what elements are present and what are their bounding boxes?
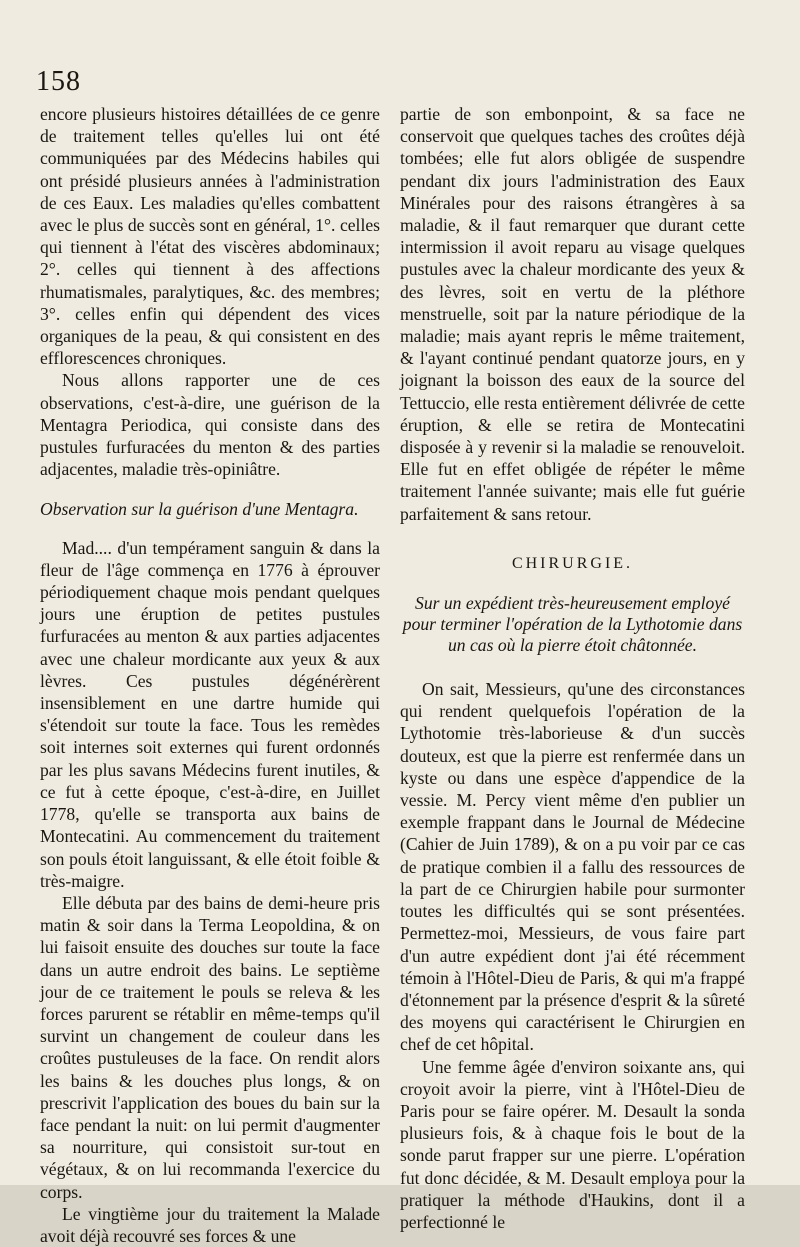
- left-column: [40, 103, 380, 1247]
- section-title: CHIRURGIE.: [511, 554, 634, 572]
- paragraph: Nous allons rapporter une de ces observations, c'est-à-dire, une guérison de la Mentagra Periodica, qui consiste dans des pustules furfuracées du menton & des parties adjacentes, maladie très-opiniâtre.: [40, 370, 380, 480]
- section-subtitle: Sur un expédient très-heureusement employé pour terminer l'opération de la Lythotomie dans un cas où la pierre étoit châtonnée.: [402, 593, 743, 656]
- paragraph: partie de son embonpoint, & sa face ne conservoit que quelques taches des croûtes déjà tombées; elle fut alors obligée de suspendre pendant dix jours l'administration des Eaux Minérales pour des raisons étrangères à sa maladie, & il faut remarquer que durant cette intermission il avoit reparu au visage quelques pustules avec la chaleur mordicante des yeux & des lèvres, soit en vertu de la pléthore menstruelle, soit par la nature périodique de la maladie; mais ayant repris le même traitement, & l'ayant continué pendant quatorze jours, en y joignant la boisson des eaux de la source del Tettuccio, elle resta entièrement délivrée de cette éruption, & elle se retira de Montecatini disposée à y revenir si la maladie se renouveloit. Elle fut en effet obligée de répéter le même traitement l'année suivante; mais elle fut guérie parfaitement & sans retour.: [400, 104, 745, 524]
- paragraph: encore plusieurs histoires détaillées de ce genre de traitement telles qu'elles lui ont été communiquées par des Médecins habiles qui ont présidé plusieurs années à l'administration de ces Eaux. Les maladies qu'elles combattent avec le plus de succès sont en général, 1°. celles qui tiennent à l'état des viscères abdominaux; 2°. celles qui tiennent à des affections rhumatismales, paralytiques, &c. des membres; 3°. celles enfin qui dépendent des vices organiques de la peau, & qui consistent en des efflorescences chroniques.: [40, 104, 380, 369]
- right-column: [400, 103, 745, 1233]
- paragraph: Mad.... d'un tempérament sanguin & dans la fleur de l'âge commença en 1776 à éprouver périodiquement chaque mois pendant quelques jours une éruption de petites pustules furfuracées au menton & aux parties adjacentes avec une chaleur mordicante aux yeux & aux lèvres. Ces pustules dégénérèrent insensiblement en une dartre humide qui s'étendoit sur toute la face. Tous les remèdes soit internes soit externes qui furent ordonnés par les plus savans Médecins furent inutiles, & ce fut à cette époque, c'est-à-dire, en Juillet 1778, qu'elle se transporta aux bains de Montecatini. Au commencement du traitement son pouls étoit languissant, & elle étoit foible & très-maigre.: [40, 537, 380, 891]
- paragraph: Le vingtième jour du traitement la Malade avoit déjà recouvré ses forces & une: [40, 1203, 380, 1246]
- column-gutter: [387, 110, 388, 1130]
- paragraph: Une femme âgée d'environ soixante ans, qui croyoit avoir la pierre, vint à l'Hôtel-Dieu de Paris pour se faire opérer. M. Desault la sonda plusieurs fois, & à chaque fois le bout de la sonde parut frapper sur une pierre. L'opération fut donc décidée, & M. Desault employa pour la pratiquer la méthode d'Haukins, dont il a perfectionné le: [400, 1056, 745, 1232]
- page-number: 158: [36, 66, 81, 97]
- observation-heading: Observation sur la guérison d'une Mentagra.: [40, 499, 359, 520]
- paragraph: On sait, Messieurs, qu'une des circonstances qui rendent quelquefois l'opération de la Lythotomie très-laborieuse & d'un succès douteux, est que la pierre est renfermée dans un kyste ou dans une espèce d'appendice de la vessie. M. Percy vient même d'en publier un exemple frappant dans le Journal de Médecine (Cahier de Juin 1789), & on a pu voir par ce cas de pratique combien il a fallu des ressources de la part de ce Chirurgien habile pour surmonter toutes les difficultés qui se sont présentées. Permettez-moi, Messieurs, de vous faire part d'un autre expédient dont j'ai été récemment témoin à l'Hôtel-Dieu de Paris, & qui m'a frappé d'étonnement par la présence d'esprit & la sûreté des moyens qui caractérisent le Chirurgien en chef de cet hôpital.: [400, 679, 745, 1055]
- paragraph: Elle débuta par des bains de demi-heure pris matin & soir dans la Terma Leopoldina, & on lui faisoit ensuite des douches sur toute la face dans un autre endroit des bains. Le septième jour de ce traitement le pouls se releva & les forces parurent se rétablir en même-temps qu'il survint un changement de couleur dans les croûtes pustuleuses de la face. On rendit alors les bains & les douches plus longs, & on prescrivit l'application des boues du bain sur la face pendant la nuit: on lui permit d'augmenter sa nourriture, qui consistoit sur-tout en végétaux, & on lui recommanda l'exercice du corps.: [40, 892, 380, 1202]
